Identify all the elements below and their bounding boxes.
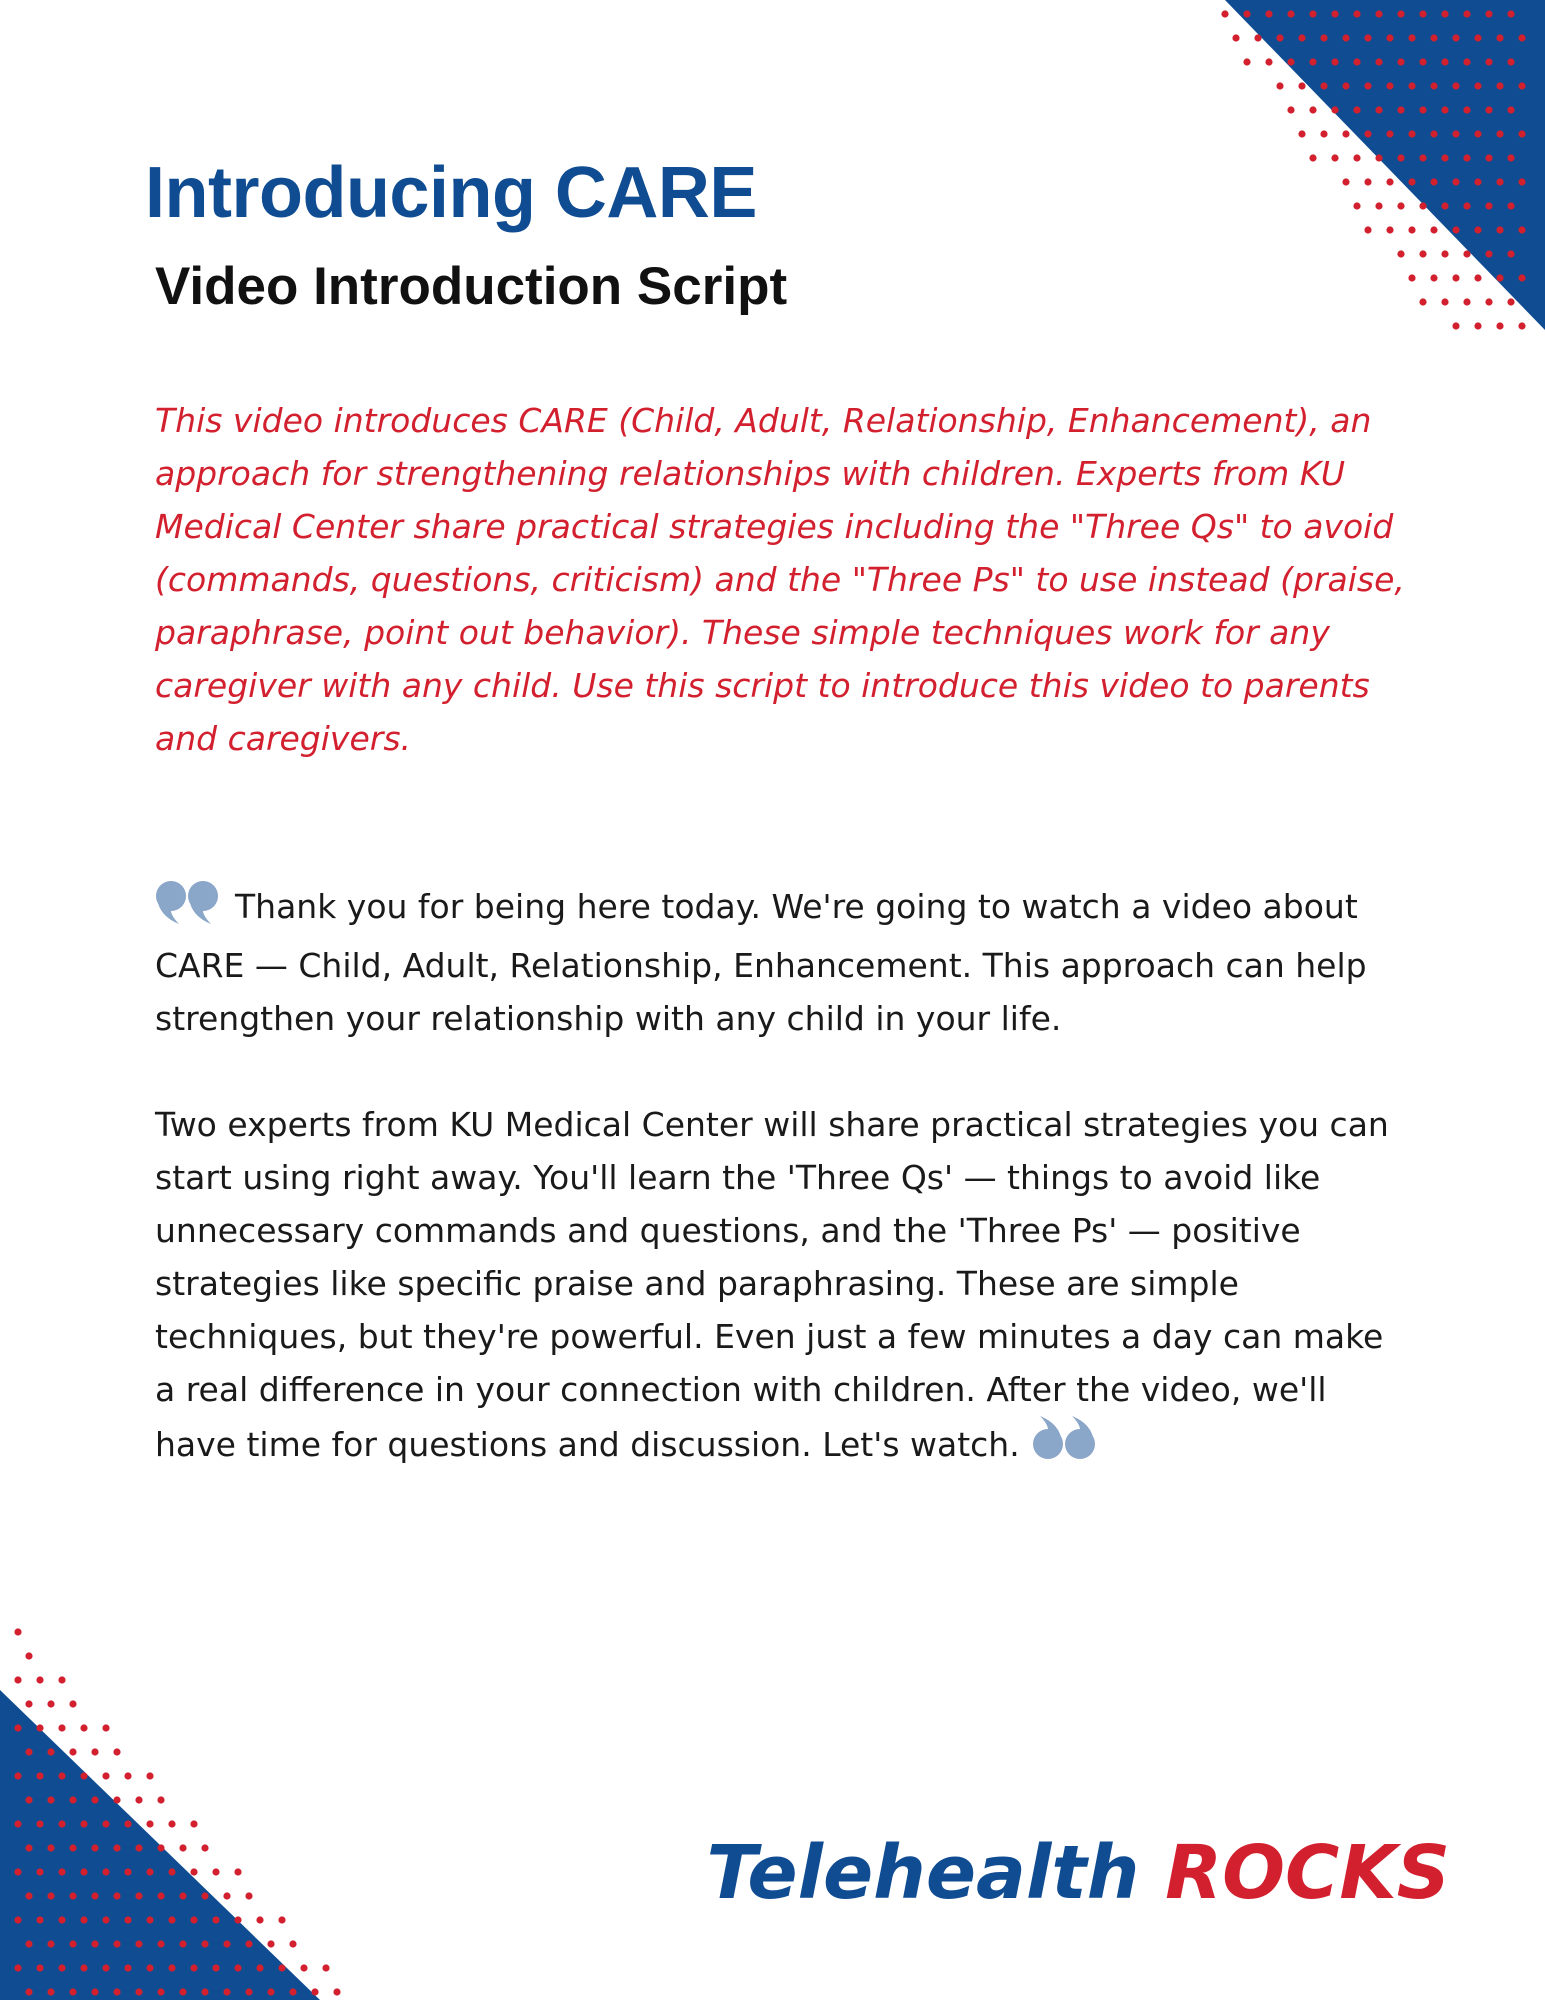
logo-rocks-text: ROCKS	[1165, 1830, 1450, 1916]
script-paragraph-1	[155, 878, 1405, 1045]
script-paragraph-1-text: Thank you for being here today. We're going to watch a video about CARE — Child, Adult, Relationship, Enhancement. This approach can help strengthen your relationship with any child in your life.	[155, 887, 1367, 1038]
logo-telehealth-text: Telehealth	[706, 1830, 1140, 1916]
script-summary: This video introduces CARE (Child, Adult, Relationship, Enhancement), an approach for strengthening relationships with children. Experts from KU Medical Center share practical strategies including the "Three Qs" to avoid (commands, questions, criticism) and the "Three Ps" to use instead (praise, paraphrase, point out behavior). These simple techniques work for any caregiver with any child. Use this script to introduce this video to parents and caregivers.	[155, 401, 1405, 758]
telehealth-rocks-logo	[706, 1830, 1450, 1916]
decorative-corner-bottom-left	[0, 1620, 380, 2000]
script-paragraph-2	[155, 1098, 1405, 1477]
script-paragraph-2-text: Two experts from KU Medical Center will share practical strategies you can start using right away. You'll learn the 'Three Qs' — things to avoid like unnecessary commands and questions, and the 'Three Ps' — positive strategies like specific praise and paraphrasing. These are simple techniques, but they're powerful. Even just a few minutes a day can make a real difference in your connection with children. After the video, we'll have time for questions and discussion. Let's watch.	[155, 1105, 1389, 1464]
open-quote-icon	[155, 878, 221, 939]
page-title: Introducing CARE	[145, 153, 757, 233]
script-body	[155, 878, 1405, 1477]
page-subtitle: Video Introduction Script	[155, 257, 788, 316]
close-quote-icon	[1030, 1416, 1096, 1477]
decorative-corner-top-right	[1185, 0, 1545, 340]
